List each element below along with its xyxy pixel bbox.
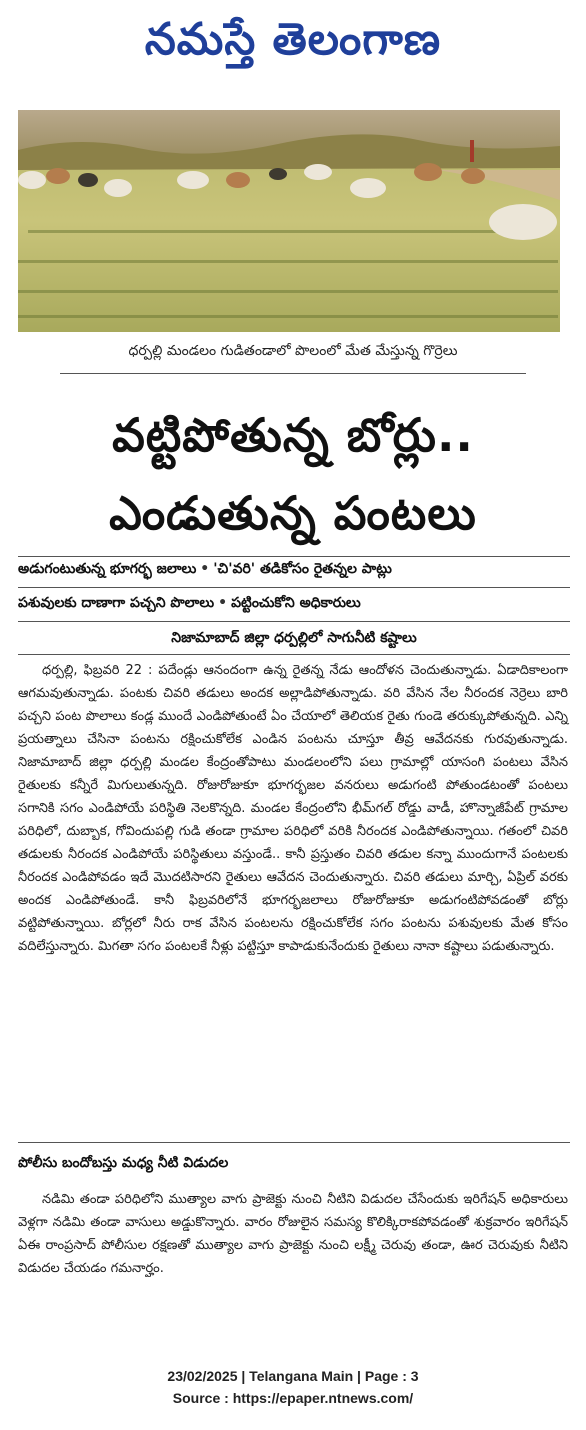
photo-caption: ధర్పల్లి మండలం గుడితండాలో పొలంలో మేత మేస్తున్న గొర్రెలు [128, 343, 458, 359]
caption-rule [60, 373, 526, 374]
subdeck-line-3: నిజామాబాద్ జిల్లా ధర్పల్లిలో సాగునీటి కష్టాలు [171, 630, 417, 646]
footer-date-line: 23/02/2025 | Telangana Main | Page : 3 [167, 1368, 419, 1384]
footer-source-line: Source : https://epaper.ntnews.com/ [172, 1390, 414, 1406]
headline-line-2: ఎండుతున్న పంటలు [109, 486, 477, 540]
subdeck-text: పట్టించుకోని అధికారులు [231, 595, 361, 611]
subdeck-text: 'చి'వరి' తడికోసం రైతన్నల పాట్లు [213, 561, 392, 577]
subdeck-rule-2 [18, 587, 570, 588]
masthead-title: నమస్తే తెలంగాణ [144, 14, 442, 65]
news-photo [18, 110, 560, 332]
section-rule [18, 1142, 570, 1143]
subdeck-rule-4 [18, 654, 570, 655]
subdeck-text: అడుగంటుతున్న భూగర్భ జలాలు [18, 561, 197, 577]
subdeck-line-1 [18, 558, 570, 580]
headline-line-1: వట్టిపోతున్న బోర్లు.. [112, 408, 474, 462]
bullet-separator: • [218, 595, 228, 611]
subdeck-rule-1 [18, 556, 570, 557]
subdeck-rule-3 [18, 621, 570, 622]
article-body-2 [18, 1188, 568, 1280]
article-paragraph: ధర్పల్లి, ఫిబ్రవరి 22 : పదేండ్లు ఆనందంగా ఉన్న రైతన్న నేడు ఆందోళన చెందుతున్నాడు. ఏడాదికాలంగా ఆగమవుతున్నాడు. పంటకు చివరి తడులు అందక అల్లాడిపోతున్నాడు. వరి వేసిన నేల నీరందక నెర్రెలు బారి పచ్చని పంట పొలాలు కండ్ల ముందే ఎండిపోతుంటే ఏం చేయాలో తెలియక రైతు గుండె తరుక్కుపోతున్నది. ఎన్ని ప్రయత్నాలు చేసినా పంటను రక్షించుకోలేక ఎండిన పంటను చూస్తూ తీవ్ర ఆవేదనకు గురవుతున్నాడు. నిజామాబాద్ జిల్లా ధర్పల్లి మండల కేంద్రంతోపాటు మండలంలోని పలు గ్రామాల్లో యాసంగి పంటలు వేసిన రైతులకు కన్నీరే మిగులుతున్నది. రోజురోజుకూ భూగర్భజల వనరులు అడుగంటి పోతుండటంతో పంటలు సగానికి సగం ఎండిపోయే పరిస్థితి నెలకొన్నది. మండల కేంద్రంలోని భీమ్‌గల్ రోడ్డు వాడీ, హొన్నాజీపేట్ గ్రామాల పరిధిలో, దుబ్బాక, గోవిందుపల్లి గుడి తండా గ్రామాల పరిధిలో వరికి నీరందక ఎండిపోతున్నాయి. గతంలో చివరి తడులకు నీరందక ఎండిపోయే పరిస్థితులు వస్తుండే.. కానీ ప్రస్తుతం చివరి తడుల కన్నా ముందుగానే పంటలకు నీరందక ఎండిపోవడం ఇదే మొదటిసారని రైతులు ఆవేదన చెందుతున్నారు. చివరి తడులు మార్చి, ఏప్రిల్ వరకు అందక ఎండిపోతుండే. కానీ ఫిబ్రవరిలోనే భూగర్భజలాలు రోజురోజుకూ అడుగంటిపోవడంతో బోర్లు వట్టిపోతున్నాయి. బోర్లలో నీరు రాక వేసిన పంటలను రక్షించుకోలేక సగం పంటను పశువులకు మేత కోసం వదిలేస్తున్నారు. మిగతా సగం పంటలకే నీళ్లు పట్టిస్తూ కాపాడుకునేందుకు రైతులు నానా కష్టాలు పడుతున్నారు. [18, 663, 568, 954]
article-body-1 [18, 659, 568, 958]
subdeck-text: పశువులకు దాణాగా పచ్చని పొలాలు [18, 595, 215, 611]
section-heading: పోలీసు బందోబస్తు మధ్య నీటి విడుదల [18, 1155, 229, 1171]
bullet-separator: • [200, 561, 210, 577]
subdeck-line-2 [18, 592, 570, 614]
article-paragraph: నడిమి తండా పరిధిలోని ముత్యాల వాగు ప్రాజెక్టు నుంచి నీటిని విడుదల చేసేందుకు ఇరిగేషన్ అధికారులు వెళ్లగా నడిమి తండా వాసులు అడ్డుకొన్నారు. వారం రోజులైన సమస్య కొలిక్కిరాకపోవడంతో శుక్రవారం ఇరిగేషన్ ఏఈ రాంప్రసాద్ పోలీసుల రక్షణతో ముత్యాల వాగు ప్రాజెక్టు నుంచి లక్ష్మీ చెరువు తండా, ఊర చెరువుకు నీటిని విడుదల చేయడం గమనార్హం. [18, 1192, 568, 1276]
